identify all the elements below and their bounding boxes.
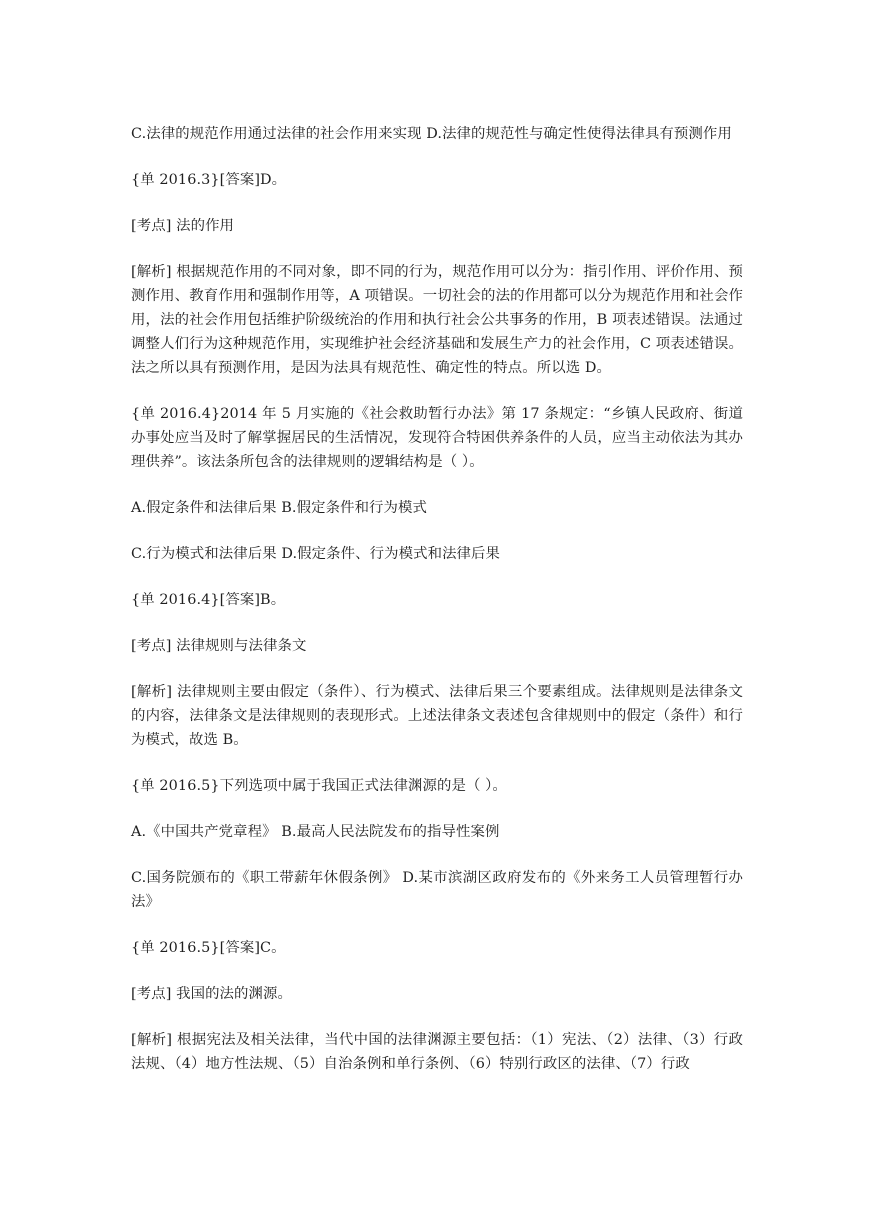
question-paragraph: {单 2016.5}下列选项中属于我国正式法律渊源的是（ ）。: [131, 778, 507, 794]
answer-line: {单 2016.3}[答案]D。: [131, 172, 287, 188]
option-text-c-d: C.法律的规范作用通过法律的社会作用来实现 D.法律的规范性与确定性使得法律具有预测作用: [131, 126, 732, 142]
option-line-a-b: A.假定条件和法律后果 B.假定条件和行为模式: [131, 500, 428, 516]
option-line-c-d: C.行为模式和法律后果 D.假定条件、行为模式和法律后果: [131, 546, 501, 562]
exam-point: [考点] 法的作用: [131, 218, 235, 234]
option-line-a-b: A.《中国共产党章程》 B.最高人民法院发布的指导性案例: [131, 824, 500, 840]
document-body: [131, 122, 743, 1098]
analysis-paragraph: [解析] 法律规则主要由假定（条件）、行为模式、法律后果三个要素组成。法律规则是法律条文的内容，法律条文是法律规则的表现形式。上述法律条文表述包含律规则中的假定（条件）和行为模式，故选 B。: [131, 684, 743, 748]
answer-line: {单 2016.5}[答案]C。: [131, 940, 286, 956]
option-line-c-d: C.国务院颁布的《职工带薪年休假条例》 D.某市滨湖区政府发布的《外来务工人员管理暂行办法》: [131, 870, 743, 910]
question-paragraph: {单 2016.4}2014 年 5 月实施的《社会救助暂行办法》第 17 条规定：“乡镇人民政府、街道办事处应当及时了解掌握居民的生活情况，发现符合特困供养条件的人员，应当主动依法为其办理供养”。该法条所包含的法律规则的逻辑结构是（ ）。: [131, 406, 743, 470]
exam-point: [考点] 我国的法的渊源。: [131, 986, 293, 1002]
analysis-paragraph: [解析] 根据宪法及相关法律，当代中国的法律渊源主要包括：（1）宪法、（2）法律、（3）行政法规、（4）地方性法规、（5）自治条例和单行条例、（6）特别行政区的法律、（7）行政: [131, 1032, 743, 1072]
exam-point: [考点] 法律规则与法律条文: [131, 638, 307, 654]
answer-line: {单 2016.4}[答案]B。: [131, 592, 286, 608]
analysis-paragraph: [解析] 根据规范作用的不同对象，即不同的行为，规范作用可以分为：指引作用、评价作用、预测作用、教育作用和强制作用等，A 项错误。一切社会的法的作用都可以分为规范作用和社会作用，法的社会作用包括维护阶级统治的作用和执行社会公共事务的作用，B 项表述错误。法通过调整人们行为这种规范作用，实现维护社会经济基础和发展生产力的社会作用，C 项表述错误。法之所以具有预测作用，是因为法具有规范性、确定性的特点。所以选 D。: [131, 264, 743, 376]
